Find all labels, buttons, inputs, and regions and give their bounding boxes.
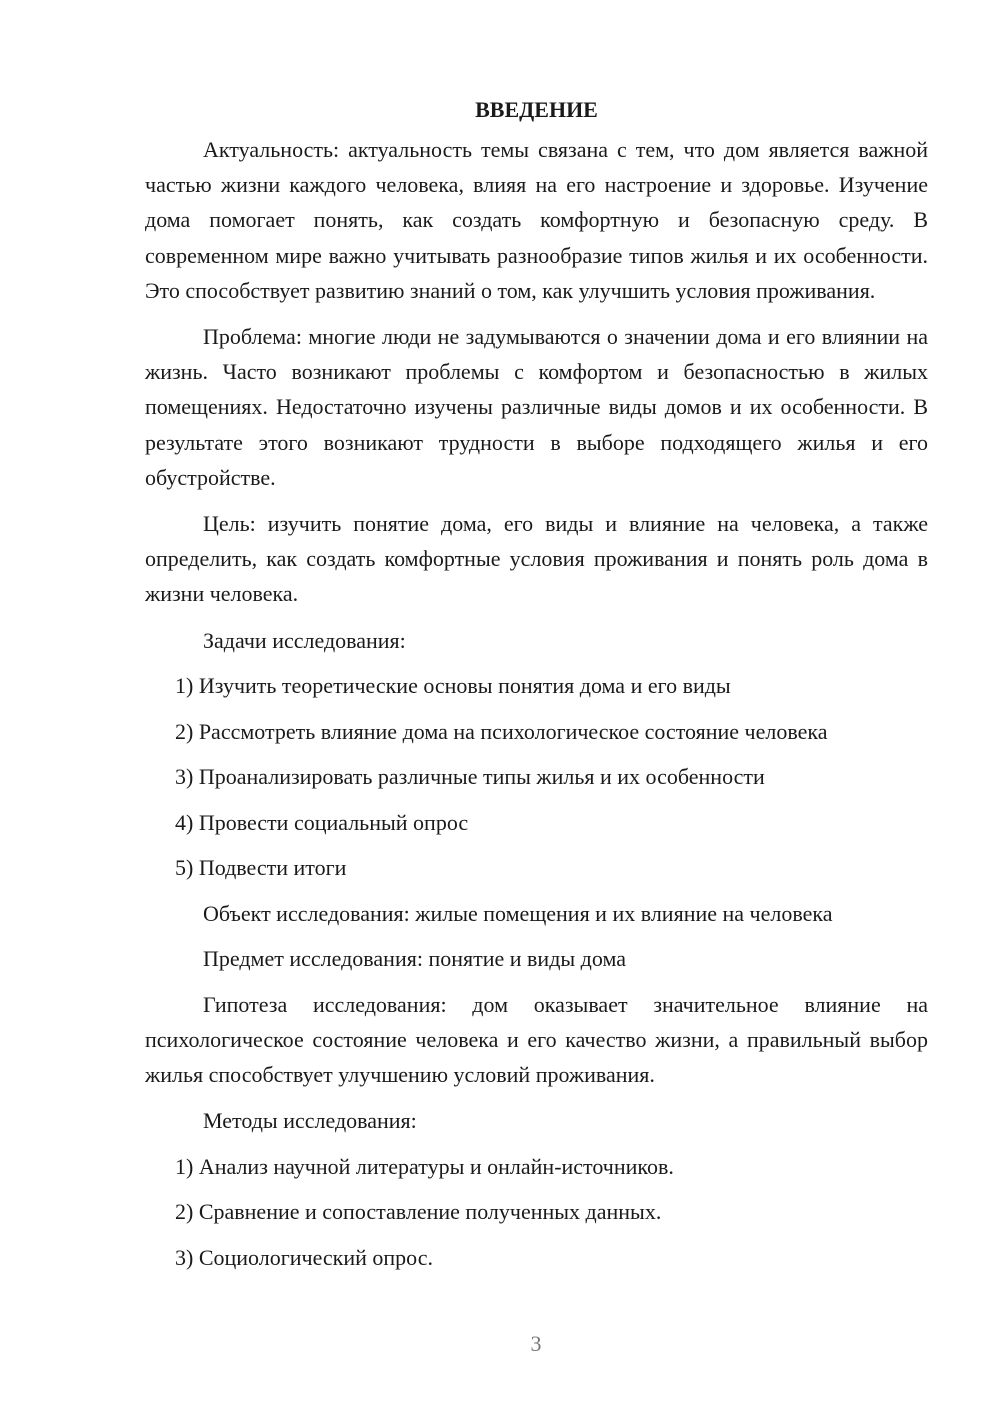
subject-line: Предмет исследования: понятие и виды дома (203, 946, 626, 972)
relevance-paragraph: Актуальность: актуальность темы связана с тем, что дом является важной частью жизни каждого человека, влияя на его настроение и здоровье. Изучение дома помогает понять, как создать комфортную и безопасную среду. В современном мире важно учитывать разнообразие типов жилья и их особенности. Это способствует развитию знаний о том, как улучшить условия проживания. (145, 137, 928, 303)
goal-paragraph: Цель: изучить понятие дома, его виды и влияние на человека, а также определить, как создать комфортные условия проживания и понять роль дома в жизни человека. (145, 511, 928, 607)
task-item: 4) Провести социальный опрос (175, 809, 469, 835)
document-page (145, 92, 928, 1285)
tasks-list (145, 668, 928, 885)
object-line: Объект исследования: жилые помещения и их влияние на человека (203, 900, 833, 926)
task-item: 3) Проанализировать различные типы жилья и их особенности (175, 764, 765, 790)
methods-list (145, 1149, 928, 1275)
problem-paragraph: Проблема: многие люди не задумываются о значении дома и его влиянии на жизнь. Часто возникают проблемы с комфортом и безопасностью в жилых помещениях. Недостаточно изучены различные виды домов и их особенности. В результате этого возникают трудности в выборе подходящего жилья и его обустройстве. (145, 324, 928, 490)
task-item: 1) Изучить теоретические основы понятия дома и его виды (175, 673, 731, 699)
task-item: 2) Рассмотреть влияние дома на психологическое состояние человека (175, 718, 828, 744)
methods-heading: Методы исследования: (203, 1108, 417, 1134)
page-number: 3 (530, 1331, 542, 1356)
method-item: 3) Социологический опрос. (175, 1244, 433, 1270)
tasks-heading: Задачи исследования: (203, 627, 406, 653)
hypothesis-paragraph: Гипотеза исследования: дом оказывает значительное влияние на психологическое состояние человека и его качество жизни, а правильный выбор жилья способствует улучшению условий проживания. (145, 991, 928, 1088)
method-item: 1) Анализ научной литературы и онлайн-источников. (175, 1153, 674, 1179)
method-item: 2) Сравнение и сопоставление полученных данных. (175, 1199, 662, 1225)
task-item: 5) Подвести итоги (175, 855, 347, 881)
section-title: ВВЕДЕНИЕ (475, 97, 598, 122)
